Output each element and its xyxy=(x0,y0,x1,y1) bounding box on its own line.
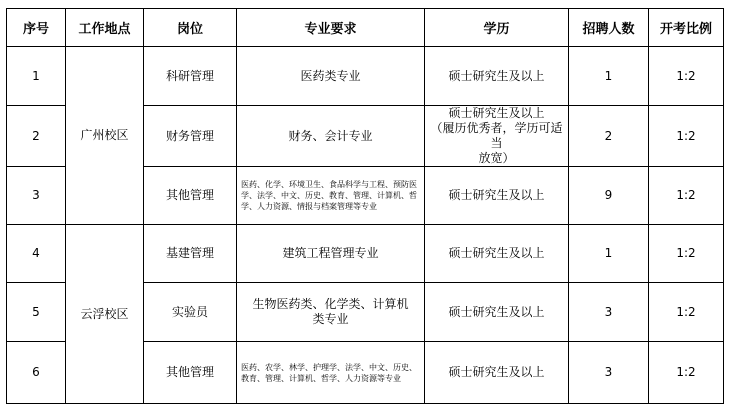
row-education xyxy=(425,47,569,106)
header-education: 学历 xyxy=(425,9,569,47)
row-position: 财务管理 xyxy=(144,106,237,167)
row-education xyxy=(425,167,569,225)
row-ratio: 1:2 xyxy=(649,225,724,283)
row-ratio: 1:2 xyxy=(649,283,724,342)
header-location: 工作地点 xyxy=(66,9,144,47)
row-count: 1 xyxy=(569,225,649,283)
education-note-line: （履历优秀者，学历可适当 xyxy=(430,121,563,150)
row-ratio: 1:2 xyxy=(649,47,724,106)
row-index: 6 xyxy=(7,342,66,404)
row-education xyxy=(425,283,569,342)
row-education xyxy=(425,106,569,167)
row-major: 医药类专业 xyxy=(237,47,425,106)
row-position: 科研管理 xyxy=(144,47,237,106)
row-major: 财务、会计专业 xyxy=(237,106,425,167)
header-index: 序号 xyxy=(7,9,66,47)
header-major: 专业要求 xyxy=(237,9,425,47)
header-ratio: 开考比例 xyxy=(649,9,724,47)
row-position: 实验员 xyxy=(144,283,237,342)
row-major: 生物医药类、化学类、计算机类专业 xyxy=(237,283,425,342)
row-count: 9 xyxy=(569,167,649,225)
row-education xyxy=(425,342,569,404)
table-row xyxy=(7,225,724,283)
row-education xyxy=(425,225,569,283)
row-major: 建筑工程管理专业 xyxy=(237,225,425,283)
row-index: 1 xyxy=(7,47,66,106)
row-ratio: 1:2 xyxy=(649,167,724,225)
row-position: 其他管理 xyxy=(144,342,237,404)
row-count: 2 xyxy=(569,106,649,167)
recruitment-table xyxy=(6,8,724,404)
row-ratio: 1:2 xyxy=(649,106,724,167)
row-ratio: 1:2 xyxy=(649,342,724,404)
row-count: 1 xyxy=(569,47,649,106)
education-line: 硕士研究生及以上 xyxy=(448,188,545,202)
row-index: 4 xyxy=(7,225,66,283)
education-note-line: 放宽） xyxy=(478,151,515,165)
header-position: 岗位 xyxy=(144,9,237,47)
row-index: 3 xyxy=(7,167,66,225)
row-index: 5 xyxy=(7,283,66,342)
education-line: 硕士研究生及以上 xyxy=(448,304,545,319)
header-count: 招聘人数 xyxy=(569,9,649,47)
location-yunfu: 云浮校区 xyxy=(66,225,144,404)
row-position: 基建管理 xyxy=(144,225,237,283)
row-index: 2 xyxy=(7,106,66,167)
row-major: 医药、化学、环境卫生、食品科学与工程、预防医学、法学、中文、历史、教育、管理、计算机、哲学、人力资源、情报与档案管理等专业 xyxy=(237,167,425,225)
row-position: 其他管理 xyxy=(144,167,237,225)
header-row xyxy=(7,9,724,47)
education-line: 硕士研究生及以上 xyxy=(448,365,545,379)
row-count: 3 xyxy=(569,283,649,342)
education-line: 硕士研究生及以上 xyxy=(448,106,545,120)
education-line: 硕士研究生及以上 xyxy=(448,246,545,260)
education-line: 硕士研究生及以上 xyxy=(448,68,545,83)
row-count: 3 xyxy=(569,342,649,404)
location-guangzhou: 广州校区 xyxy=(66,47,144,225)
row-major: 医药、农学、林学、护理学、法学、中文、历史、教育、管理、计算机、哲学、人力资源等专业 xyxy=(237,342,425,404)
table-row xyxy=(7,47,724,106)
